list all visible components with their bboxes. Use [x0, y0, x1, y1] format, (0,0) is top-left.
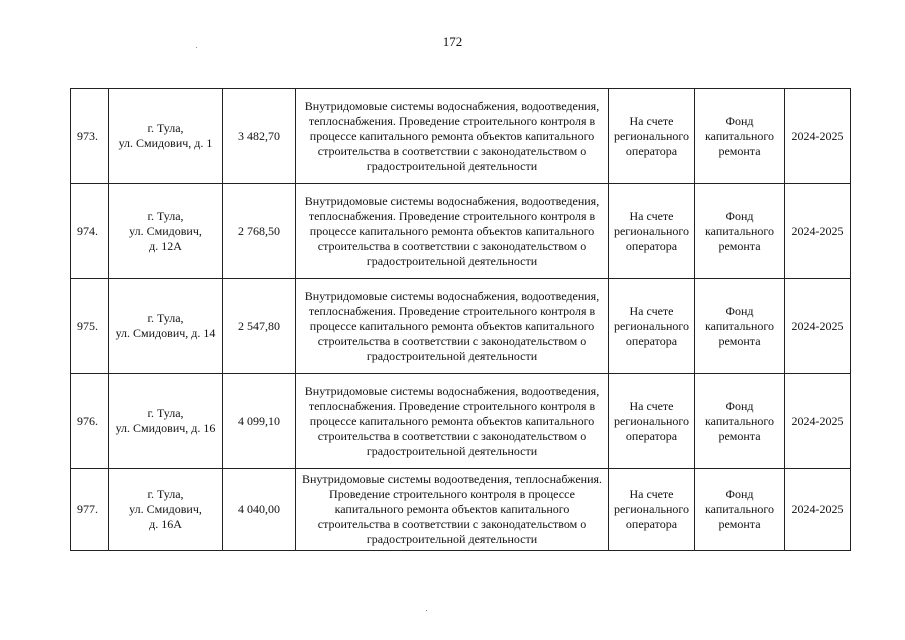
- address-line: г. Тула,: [147, 208, 184, 223]
- address-line: д. 12А: [149, 238, 182, 253]
- address-cell: [109, 89, 223, 184]
- cost-cell: 4 040,00: [223, 469, 296, 551]
- work-description-cell: Внутридомовые системы водоснабжения, водоотведения, теплоснабжения. Проведение строительного контроля в процессе капитального ремонта объектов капитального строительства в соответствии с законодательством о градостроительной деятельности: [296, 374, 609, 469]
- period-cell: 2024-2025: [785, 184, 851, 279]
- period-cell: 2024-2025: [785, 279, 851, 374]
- records-table: [70, 88, 851, 551]
- address-cell: [109, 374, 223, 469]
- period-cell: 2024-2025: [785, 374, 851, 469]
- cost-cell: 2 547,80: [223, 279, 296, 374]
- account-cell: На счете регионального оператора: [609, 279, 695, 374]
- scan-speck: [196, 47, 197, 48]
- address-cell: [109, 469, 223, 551]
- work-description-cell: Внутридомовые системы водоснабжения, водоотведения, теплоснабжения. Проведение строительного контроля в процессе капитального ремонта объектов капитального строительства в соответствии с законодательством о градостроительной деятельности: [296, 89, 609, 184]
- address-line: г. Тула,: [147, 311, 184, 325]
- table-row: [71, 469, 851, 551]
- table-row: [71, 89, 851, 184]
- address-line: ул. Смидович,: [129, 502, 202, 516]
- table-row: [71, 279, 851, 374]
- address-line: ул. Смидович,: [129, 223, 202, 238]
- scan-speck: [426, 610, 427, 611]
- account-cell: На счете регионального оператора: [609, 184, 695, 279]
- address-cell: [109, 184, 223, 279]
- fund-cell: Фонд капитального ремонта: [695, 89, 785, 184]
- account-cell: На счете регионального оператора: [609, 374, 695, 469]
- row-number-cell: 973.: [71, 89, 109, 184]
- address-cell: [109, 279, 223, 374]
- address-line: ул. Смидович, д. 14: [115, 326, 216, 340]
- row-number-cell: 975.: [71, 279, 109, 374]
- period-cell: 2024-2025: [785, 469, 851, 551]
- period-cell: 2024-2025: [785, 89, 851, 184]
- fund-cell: Фонд капитального ремонта: [695, 469, 785, 551]
- fund-cell: Фонд капитального ремонта: [695, 184, 785, 279]
- account-cell: На счете регионального оператора: [609, 89, 695, 184]
- address-line: г. Тула,: [147, 487, 184, 501]
- table-row: [71, 374, 851, 469]
- address-line: ул. Смидович, д. 1: [118, 136, 213, 150]
- row-number-cell: 976.: [71, 374, 109, 469]
- cost-cell: 4 099,10: [223, 374, 296, 469]
- cost-cell: 2 768,50: [223, 184, 296, 279]
- address-line: ул. Смидович, д. 16: [115, 421, 216, 435]
- address-line: г. Тула,: [147, 406, 184, 420]
- cost-cell: 3 482,70: [223, 89, 296, 184]
- address-line: д. 16А: [149, 517, 182, 531]
- row-number-cell: 977.: [71, 469, 109, 551]
- page-number: 172: [442, 34, 463, 49]
- work-description-cell: Внутридомовые системы водоснабжения, водоотведения, теплоснабжения. Проведение строительного контроля в процессе капитального ремонта объектов капитального строительства в соответствии с законодательством о градостроительной деятельности: [296, 279, 609, 374]
- address-line: г. Тула,: [147, 121, 184, 135]
- row-number-cell: 974.: [71, 184, 109, 279]
- work-description-cell: Внутридомовые системы водоснабжения, водоотведения, теплоснабжения. Проведение строительного контроля в процессе капитального ремонта объектов капитального строительства в соответствии с законодательством о градостроительной деятельности: [296, 184, 609, 279]
- fund-cell: Фонд капитального ремонта: [695, 374, 785, 469]
- work-description-cell: Внутридомовые системы водоотведения, теплоснабжения. Проведение строительного контроля в процессе капитального ремонта объектов капитального строительства в соответствии с законодательством о градостроительной деятельности: [296, 469, 609, 551]
- table-row: [71, 184, 851, 279]
- account-cell: На счете регионального оператора: [609, 469, 695, 551]
- fund-cell: Фонд капитального ремонта: [695, 279, 785, 374]
